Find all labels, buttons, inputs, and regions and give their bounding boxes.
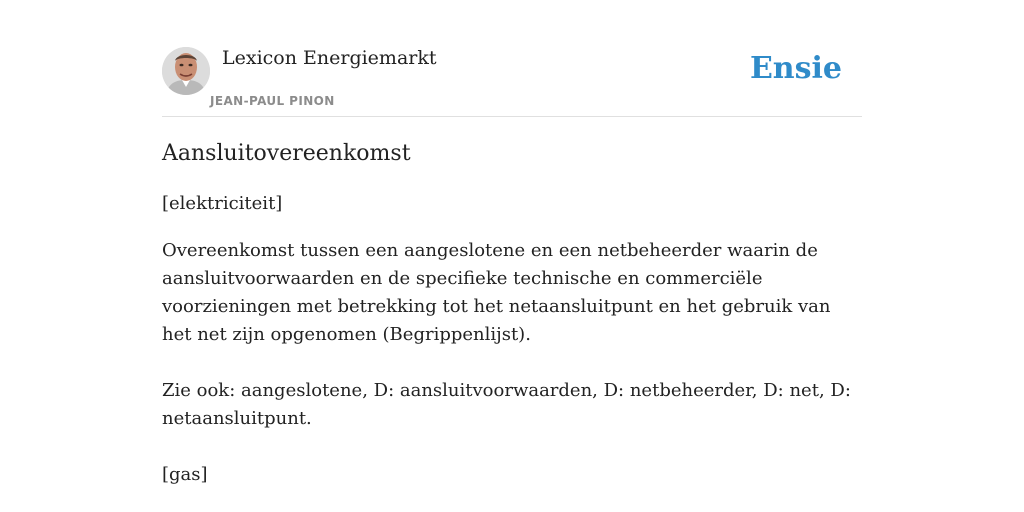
see-also-text: Zie ook: aangeslotene, D: aansluitvoorwaarden, D: netbeheerder, D: net, D: netaansluitpunt.	[162, 380, 851, 429]
author-name[interactable]: JEAN-PAUL PINON	[210, 94, 335, 108]
section-label-gas: [gas]	[162, 464, 208, 485]
definition-text: Overeenkomst tussen een aangeslotene en een netbeheerder waarin de aansluitvoorwaarden en de specifieke technische en commerciële voorzieningen met betrekking tot het netaansluitpunt en het gebruik van het net zijn opgenomen (Begrippenlijst).	[162, 240, 831, 345]
author-photo-icon	[162, 47, 210, 95]
header	[162, 0, 862, 117]
brand-logo[interactable]: Ensie	[749, 51, 842, 86]
avatar[interactable]	[162, 47, 210, 95]
entry-content	[162, 138, 862, 512]
entry-term: Aansluitovereenkomst	[162, 141, 411, 166]
section-label-electricity: [elektriciteit]	[162, 193, 283, 214]
book-title[interactable]: Lexicon Energiemarkt	[222, 47, 437, 69]
